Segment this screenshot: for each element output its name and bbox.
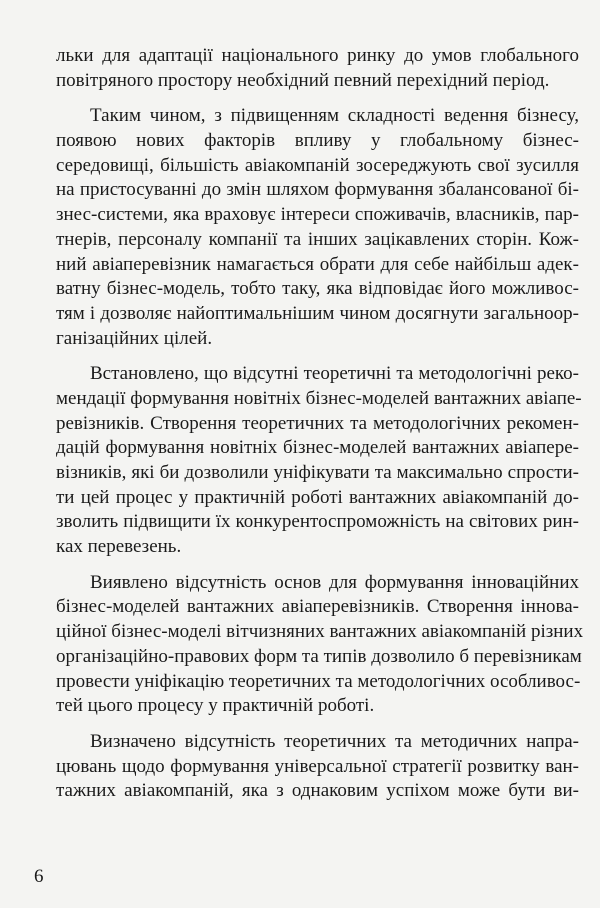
text-line: повітряного простору необхідний певний перехідний період. — [56, 69, 550, 91]
paragraph — [56, 44, 579, 93]
text-line: ках перевезень. — [56, 536, 182, 558]
text-line: льки для адаптації національного ринку до умов глобального — [56, 45, 579, 66]
text-line: зволить підвищити їх конкурентоспроможність на світових рин- — [56, 511, 579, 533]
paragraph — [56, 362, 582, 560]
text-line: ватну бізнес-модель, тобто таку, яка відповідає його можливос- — [56, 278, 579, 300]
text-line: середовищі, більшість авіакомпаній зосереджують свої зусилля — [56, 154, 579, 176]
body-text — [56, 44, 584, 815]
text-line: ний авіаперевізник намагається обрати для себе найбільш адек- — [56, 253, 579, 275]
text-line: бізнес-моделей вантажних авіаперевізників. Створення іннова- — [56, 596, 579, 618]
paragraph — [56, 571, 584, 719]
text-line: візників, які би дозволили уніфікувати та максимально спрости- — [56, 462, 579, 483]
text-line: Встановлено, що відсутні теоретичні та методологічні реко- — [90, 363, 579, 385]
text-line: тей цього процесу у практичній роботі. — [56, 695, 375, 717]
text-line: тнерів, персоналу компанії та інших зацікавлених сторін. Кож- — [56, 228, 579, 250]
text-line: ційної бізнес-моделі вітчизняних вантажних авіакомпаній різних — [56, 621, 584, 643]
text-line: тажних авіакомпаній, яка з однаковим успіхом може бути ви- — [56, 780, 579, 802]
text-line: Визначено відсутність теоретичних та методичних напра- — [90, 730, 579, 752]
page-number: 6 — [34, 866, 44, 887]
text-line: на пристосуванні до змін шляхом формування збалансованої бі- — [56, 179, 579, 201]
text-line: цювань щодо формування універсальної стратегії розвитку ван- — [56, 755, 579, 777]
paragraph — [56, 104, 579, 351]
paragraph — [56, 730, 579, 804]
text-line: знес-системи, яка враховує інтереси споживачів, власників, пар- — [56, 204, 579, 226]
text-line: організаційно-правових форм та типів дозволило б перевізникам — [56, 645, 582, 667]
text-line: Виявлено відсутність основ для формування інноваційних — [90, 571, 579, 593]
text-line: ганізаційних цілей. — [56, 327, 213, 349]
text-line: провести уніфікацію теоретичних та методологічних особливос- — [56, 670, 581, 692]
text-line: мендації формування новітніх бізнес-моделей вантажних авіапе- — [56, 387, 582, 409]
text-line: ти цей процес у практичній роботі вантажних авіакомпаній до- — [56, 486, 579, 508]
text-line: ревізників. Створення теоретичних та методологічних рекомен- — [56, 412, 579, 434]
text-line: появою нових факторів впливу у глобальному бізнес- — [56, 130, 579, 152]
text-line: Таким чином, з підвищенням складності ведення бізнесу, — [90, 105, 579, 127]
text-line: дацій формування новітніх бізнес-моделей вантажних авіапере- — [56, 437, 579, 459]
text-line: тям і дозволяє найоптимальнішим чином досягнути загальноор- — [56, 302, 579, 324]
